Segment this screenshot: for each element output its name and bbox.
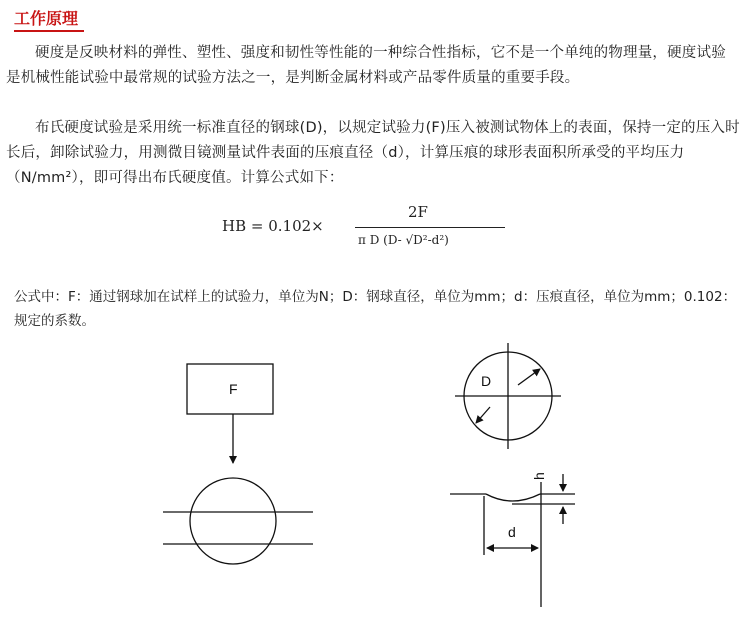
ball-diameter-diagram [455, 343, 561, 449]
force-label: F [229, 381, 238, 397]
formula-lhs: HB = 0.102× [222, 217, 324, 235]
method-paragraph: 布氏硬度试验是采用统一标准直径的钢球(D)，以规定试验力(F)压入被测试物体上的表面，保持一定的压入时长后，卸除试验力，用测微目镜测量试件表面的压痕直径（d），计算压痕的球形表面积所承受的平均压力（N/mm²），即可得出布氏硬度值。计算公式如下： [6, 120, 740, 186]
indent-diameter-label: d [508, 524, 516, 540]
section-title: 工作原理 [14, 9, 79, 28]
steel-ball [190, 478, 276, 564]
formula-numerator: 2F [408, 203, 428, 221]
diameter-arrow-lower [476, 407, 490, 423]
force-diagram [163, 364, 313, 564]
ball-diameter-label: D [481, 373, 492, 389]
indent-profile [486, 494, 540, 501]
formula-legend: 公式中：F：通过钢球加在试样上的试验力，单位为N；D：钢球直径，单位为mm；d：压痕直径，单位为mm；0.102：规定的系数。 [14, 289, 737, 329]
intro-paragraph: 硬度是反映材料的弹性、塑性、强度和韧性等性能的一种综合性指标，它不是一个单纯的物理量，硬度试验是机械性能试验中最常规的试验方法之一，是判断金属材料或产品零件质量的重要手段。 [6, 45, 726, 86]
formula-denominator: π D (D- √D²-d²) [358, 233, 449, 247]
diameter-arrow-upper [518, 369, 540, 385]
depth-label: h [531, 472, 547, 480]
indentation-diagram [450, 474, 575, 607]
